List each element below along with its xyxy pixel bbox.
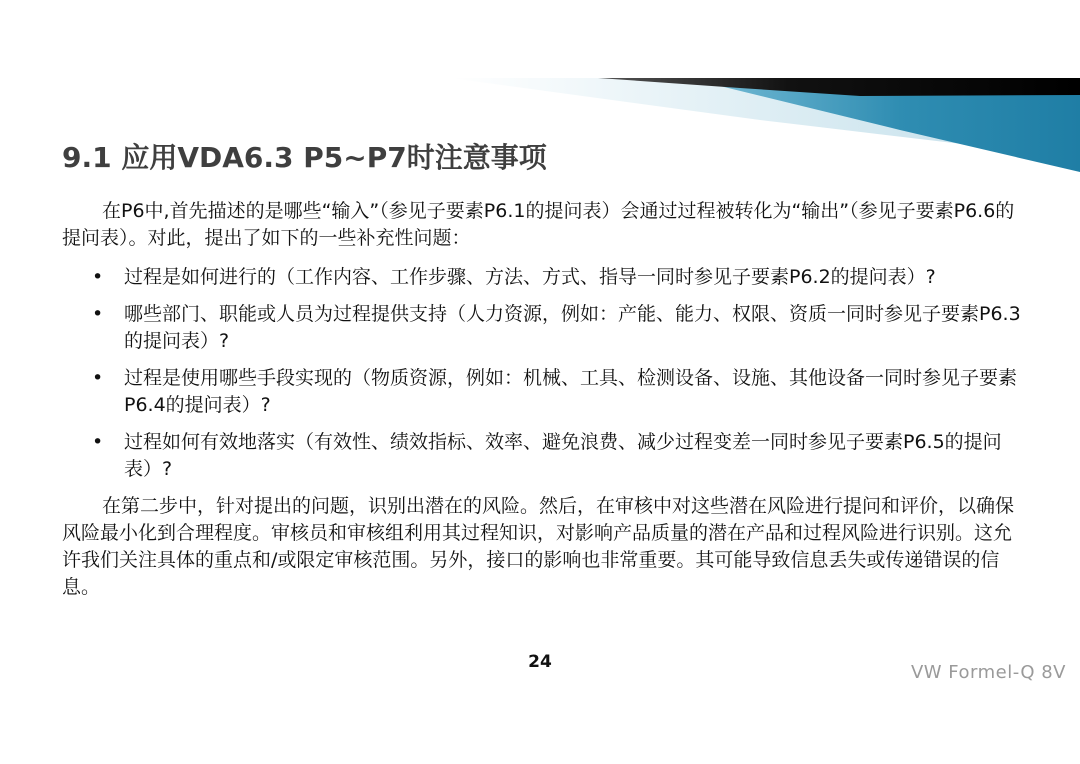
teal-stripe (720, 86, 1080, 172)
question-list (62, 264, 1022, 483)
list-item-text: 过程如何有效地落实（有效性、绩效指标、效率、避免浪费、减少过程变差一同时参见子要素P6.5的提问表）? (124, 431, 1002, 480)
list-item-text: 过程是使用哪些手段实现的（物质资源，例如：机械、工具、检测设备、设施、其他设备一同时参见子要素P6.4的提问表）? (124, 367, 1018, 416)
list-item-text: 哪些部门、职能或人员为过程提供支持（人力资源，例如：产能、能力、权限、资质一同时参见子要素P6.3的提问表）? (124, 303, 1021, 352)
list-item (62, 429, 1022, 483)
slide-title: 9.1 应用VDA6.3 P5~P7时注意事项 (62, 141, 547, 174)
page-number: 24 (528, 652, 552, 672)
bullet-icon: • (92, 303, 104, 325)
bullet-icon: • (92, 431, 104, 453)
closing-paragraph: 在第二步中，针对提出的问题，识别出潜在的风险。然后，在审核中对这些潜在风险进行提问和评价，以确保风险最小化到合理程度。审核员和审核组利用其过程知识，对影响产品质量的潜在产品和过程风险进行识别。这允许我们关注具体的重点和/或限定审核范围。另外，接口的影响也非常重要。其可能导致信息丢失或传递错误的信息。 (62, 495, 1015, 598)
bullet-icon: • (92, 266, 104, 288)
bullet-icon: • (92, 367, 104, 389)
list-item (62, 301, 1022, 355)
intro-paragraph: 在P6中,首先描述的是哪些“输入”（参见子要素P6.1的提问表）会通过过程被转化为“输出”（参见子要素P6.6的提问表）。对此，提出了如下的一些补充性问题： (62, 200, 1015, 249)
list-item (62, 264, 1022, 291)
list-item (62, 365, 1022, 419)
list-item-text: 过程是如何进行的（工作内容、工作步骤、方法、方式、指导一同时参见子要素P6.2的提问表）? (124, 266, 936, 288)
slide-body (62, 198, 1022, 601)
footer-brand: VW Formel-Q 8V (910, 662, 1066, 683)
